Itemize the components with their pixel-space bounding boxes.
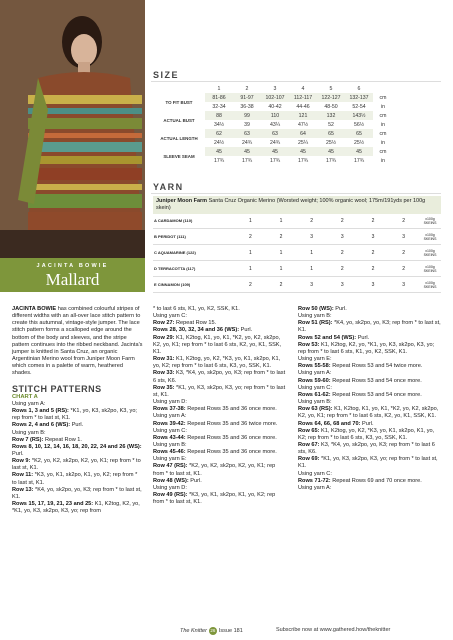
size-table — [153, 84, 393, 165]
instruction-line — [153, 370, 286, 384]
row-text: Purl. — [357, 334, 370, 341]
instruction-line — [298, 442, 441, 456]
size-divider — [151, 81, 441, 82]
size-cell: 45 — [317, 147, 345, 156]
yarn-table — [153, 213, 441, 293]
yarn-heading: YARN — [153, 182, 184, 192]
size-cell: 121 — [289, 111, 317, 120]
row-label: Row 50 (WS): — [298, 306, 336, 312]
size-cell: 17¾ — [317, 156, 345, 165]
size-cell: 25½ — [317, 138, 345, 147]
row-label: Rows 52 and 54 (WS): — [298, 334, 358, 341]
instruction-line — [298, 378, 441, 385]
yarn-cell: 2 — [358, 245, 389, 261]
size-cell: 65 — [345, 129, 373, 138]
size-cell: 122-127 — [317, 93, 345, 102]
size-row — [153, 93, 393, 102]
yarn-cell: 3 — [388, 277, 419, 293]
instruction-line — [298, 456, 441, 470]
size-cell: 24½ — [205, 138, 233, 147]
yarn-cell: 3 — [296, 277, 327, 293]
instruction-line — [153, 385, 286, 399]
row-text: Repeat Row 1. — [44, 436, 82, 443]
stitch-patterns-heading: STITCH PATTERNS — [12, 383, 102, 394]
yarn-colour-label: C AQUAMARINE (122) — [153, 245, 235, 261]
instruction-line — [153, 306, 286, 313]
size-cell: 17¾ — [205, 156, 233, 165]
row-text: Repeat Row 15. — [176, 320, 217, 327]
yarn-cell: 2 — [358, 261, 389, 277]
yarn-cell: 2 — [235, 277, 266, 293]
instruction-line — [298, 313, 441, 320]
row-text: K1, K2tog, yo, K2, *K3, yo, K1, sk2po, K1, yo, K2; rep from * to last 6 sts, K3, yo, SSK, K1. — [153, 356, 281, 370]
size-unit: in — [380, 103, 386, 110]
row-label: Rows 37-38: — [153, 406, 188, 413]
size-cell: 45 — [345, 147, 373, 156]
yarn-row — [153, 213, 441, 229]
instructions-col-2 — [153, 306, 286, 506]
instruction-line — [12, 487, 143, 501]
row-text: K1, K2tog, K1, yo, K1, *K2, yo, K2, sk2po, K2, yo, K1; rep from * to last 6 sts, K2, yo, K1, SSK, K1. — [298, 406, 439, 420]
size-unit: in — [380, 157, 386, 164]
row-text: Using yarn B: — [298, 313, 332, 320]
size-unit: cm — [379, 130, 387, 137]
row-label: Rows 45-46: — [153, 449, 188, 456]
size-cell: 17¾ — [233, 156, 261, 165]
row-text: Repeat Rows 53 and 54 once more. — [332, 391, 422, 398]
instruction-line — [298, 320, 441, 334]
instruction-line — [298, 485, 441, 492]
size-cell: 24¾ — [233, 138, 261, 147]
issue-number: Issue 181 — [218, 628, 243, 634]
row-label: Row 33: — [153, 370, 177, 377]
instruction-line — [12, 408, 143, 422]
yarn-cell: 2 — [266, 229, 297, 245]
designer-name: JACINTA BOWIE — [36, 263, 109, 269]
yarn-cell: 2 — [296, 213, 327, 229]
size-cell: 65 — [317, 129, 345, 138]
yarn-cell: 2 — [388, 245, 419, 261]
size-cell: 45 — [261, 147, 289, 156]
row-label: Rows 43-44: — [153, 434, 188, 441]
size-row-label: ACTUAL BUST — [163, 117, 195, 123]
row-label: Row 47 (RS): — [153, 463, 190, 470]
yarn-colour-label: D TERRACOTTA (117) — [153, 261, 235, 277]
row-text: Using yarn C: — [153, 427, 187, 434]
instruction-line — [153, 413, 286, 420]
row-text: *K4, yo, sk2po, yo, K3; rep from * to last st, K1. — [12, 486, 142, 500]
row-label: Row 63 (RS): — [298, 406, 335, 413]
size-cell: 52 — [317, 120, 345, 129]
row-label: Row 35: — [153, 384, 177, 391]
intro-paragraph — [12, 306, 143, 378]
yarn-cell: 3 — [327, 277, 358, 293]
row-label: Row 65: — [298, 427, 322, 434]
subscribe-link[interactable]: Subscribe now at www.gathered.how/theknitter — [276, 627, 391, 633]
instructions-col-1 — [12, 401, 143, 516]
yarn-cell: 2 — [388, 213, 419, 229]
row-label: Row 31: — [153, 356, 177, 363]
sweater-photo — [0, 0, 145, 258]
row-text: Using yarn D: — [153, 484, 187, 491]
size-cell: 25¼ — [289, 138, 317, 147]
size-cell: 81-86 — [205, 93, 233, 102]
instruction-line — [153, 327, 286, 334]
row-label: Rows 2, 4 and 6 (WS): — [12, 422, 72, 429]
instruction-line — [298, 471, 441, 478]
row-text: Purl. — [335, 306, 347, 312]
row-text: *K3, yo, K1, sk2po, K1, yo, K2; rep from * to last st, K1. — [12, 472, 138, 486]
chart-a-heading: CHART A — [12, 393, 38, 400]
size-cell: 64 — [289, 129, 317, 138]
yarn-cell: 1 — [266, 245, 297, 261]
size-cell: 102-107 — [261, 93, 289, 102]
yarn-desc-text: Santa Cruz Organic Merino (Worsted weight; 100% organic wool; 175m/191yds per 100g skein) — [156, 198, 426, 211]
instruction-line — [153, 485, 286, 492]
row-text: *K1, yo, K3, sk2po, K3, yo; rep from * to last st, K1. — [298, 456, 438, 470]
instruction-line — [298, 306, 441, 313]
instruction-line — [298, 421, 441, 428]
row-text: Using yarn B: — [153, 441, 187, 448]
text-column-3 — [298, 306, 441, 492]
yarn-divider — [151, 193, 441, 194]
yarn-row — [153, 245, 441, 261]
yarn-unit: x100g SKEINS — [419, 213, 441, 229]
instruction-line — [12, 501, 143, 515]
yarn-cell: 2 — [388, 261, 419, 277]
row-text: K1, K2tog, K2, yo, *K1, yo, K3, sk2po, K3, yo; rep from * to last 6 sts, K1, yo, K2, SSK, K1. — [298, 341, 435, 355]
row-label: Row 69: — [298, 456, 322, 463]
text-column-2 — [153, 306, 286, 506]
row-text: Repeat Rows 53 and 54 twice more. — [332, 363, 423, 370]
row-label: Rows 71-72: — [298, 477, 333, 484]
yarn-unit: x100g SKEINS — [419, 261, 441, 277]
yarn-unit: x100g SKEINS — [419, 245, 441, 261]
row-text: Using yarn B: — [12, 429, 46, 436]
size-unit: in — [380, 139, 386, 146]
instruction-line — [153, 406, 286, 413]
yarn-cell: 2 — [235, 229, 266, 245]
size-cell: 39 — [233, 120, 261, 129]
size-cell: 110 — [261, 111, 289, 120]
yarn-cell: 1 — [296, 245, 327, 261]
size-cell: 91-97 — [233, 93, 261, 102]
row-text: *K2, yo, K2, sk2po, K2, yo, K1; rep from * to last st, K1. — [153, 463, 276, 477]
row-label: Row 48 (WS): — [153, 477, 191, 484]
row-label: Row 13: — [12, 486, 36, 493]
row-label: Row 27: — [153, 320, 177, 327]
size-heading: SIZE — [153, 70, 180, 80]
row-label: Row 53: — [298, 341, 322, 348]
size-header: 6 — [357, 85, 361, 92]
instruction-line — [12, 437, 143, 444]
row-text: K1, K2tog, K1, yo, K1, *K2, yo, K2, sk2po, K2, yo, K1; rep from * to last 6 sts, K2, yo, K1, SSK, K1. — [153, 334, 282, 355]
row-label: Row 67: — [298, 441, 322, 448]
instruction-line — [12, 430, 143, 437]
yarn-cell: 2 — [327, 213, 358, 229]
row-text: *K1, yo, K3, sk2po, K3, yo; rep from * to last st, K1. — [153, 384, 286, 398]
size-cell: 40-42 — [261, 102, 289, 111]
size-row-label: TO FIT BUST — [165, 99, 193, 105]
instruction-line — [153, 399, 286, 406]
row-text: Using yarn C: — [298, 470, 332, 477]
row-text: Repeat Rows 35 and 36 once more. — [187, 406, 277, 413]
size-header: 3 — [273, 85, 277, 92]
row-text: Purl. — [71, 422, 84, 429]
instruction-line — [153, 492, 286, 506]
yarn-cell: 3 — [358, 277, 389, 293]
row-label: Rows 28, 30, 32, 34 and 36 (WS): — [153, 327, 241, 334]
row-text: Repeat Rows 69 and 70 once more. — [332, 477, 422, 484]
size-cell: 17¾ — [345, 156, 373, 165]
yarn-cell: 2 — [266, 277, 297, 293]
yarn-row — [153, 261, 441, 277]
row-label: Rows 15, 17, 19, 21, 23 and 25: — [12, 501, 95, 508]
instruction-line — [12, 472, 143, 486]
instruction-line — [153, 313, 286, 320]
size-cell: 25½ — [345, 138, 373, 147]
row-text: K1, K2tog, K2, yo, *K1, yo, K3, sk2po, K3, yo; rep from — [12, 501, 140, 515]
row-label: Rows 1, 3 and 5 (RS): — [12, 408, 71, 415]
yarn-colour-label: E CINNAMON (109) — [153, 277, 235, 293]
text-column-1 — [12, 306, 143, 515]
size-cell: 48-50 — [317, 102, 345, 111]
yarn-unit: x100g SKEINS — [419, 229, 441, 245]
size-unit: cm — [379, 94, 387, 101]
row-text: * to last 6 sts, K1, yo, K2, SSK, K1. — [153, 306, 240, 312]
row-label: Row 7 (RS): — [12, 436, 45, 443]
pattern-title: Mallard — [45, 270, 100, 289]
size-header-row — [153, 84, 393, 93]
row-text: K3, *K4, yo, sk2po, yo, K3; rep from * to last 6 sts, K6. — [298, 441, 435, 456]
size-cell: 143½ — [345, 111, 373, 120]
instruction-line — [153, 335, 286, 356]
instruction-line — [12, 401, 143, 408]
size-cell: 62 — [205, 129, 233, 138]
yarn-cell: 1 — [266, 213, 297, 229]
size-cell: 43¼ — [261, 120, 289, 129]
size-header: 5 — [329, 85, 333, 92]
yarn-cell: 2 — [358, 213, 389, 229]
row-text: *K3, yo, K1, sk2po, K1, yo, K2; rep from * to last st, K1. — [153, 492, 276, 506]
instruction-line — [298, 478, 441, 485]
yarn-colour-label: B PERIDOT (111) — [153, 229, 235, 245]
instruction-line — [298, 342, 441, 356]
yarn-description — [153, 196, 441, 214]
row-text: *K2, yo, K2, sk2po, K2, yo, K1; rep from * to last st, K1. — [12, 458, 141, 472]
size-cell: 47½ — [289, 120, 317, 129]
row-text: *K1, yo, K3, sk2po, K3, yo; rep from * to last st, K1. — [12, 408, 137, 422]
row-text: Using yarn A: — [12, 400, 46, 407]
size-header: 4 — [301, 85, 305, 92]
instruction-line — [298, 385, 441, 392]
row-label: Row 11: — [12, 472, 35, 479]
instruction-line — [298, 363, 441, 370]
instruction-line — [298, 370, 441, 377]
instruction-line — [153, 478, 286, 485]
size-cell: 45 — [289, 147, 317, 156]
instruction-line — [298, 428, 441, 442]
row-text: Repeat Rows 35 and 36 twice more. — [187, 420, 278, 427]
size-unit: cm — [379, 112, 387, 119]
row-text: Purl. — [12, 450, 24, 457]
instruction-line — [298, 392, 441, 399]
size-cell: 36-38 — [233, 102, 261, 111]
size-cell: 56½ — [345, 120, 373, 129]
instruction-line — [153, 428, 286, 435]
yarn-brand: Juniper Moon Farm — [156, 198, 208, 204]
size-cell: 17¾ — [261, 156, 289, 165]
yarn-row — [153, 277, 441, 293]
row-label: Row 9: — [12, 458, 32, 465]
row-text: Repeat Rows 35 and 36 once more. — [187, 449, 277, 456]
size-unit: cm — [379, 148, 387, 155]
row-text: K1, K2tog, yo, K2, *K3, yo, K1, sk2po, K1, yo, K2; rep from * to last 6 sts, K3, yo, SSK, K1. — [298, 427, 435, 441]
size-cell: 52-54 — [345, 102, 373, 111]
instruction-line — [153, 421, 286, 428]
row-text: Purl. — [190, 477, 202, 484]
row-text: Using yarn E: — [153, 456, 187, 463]
row-text: Using yarn A: — [298, 484, 332, 491]
instruction-line — [153, 435, 286, 442]
size-cell: 45 — [205, 147, 233, 156]
size-cell: 63 — [261, 129, 289, 138]
size-header: 1 — [217, 85, 221, 92]
size-cell: 99 — [233, 111, 261, 120]
row-label: Row 49 (RS): — [153, 492, 190, 499]
row-label: Rows 55-58: — [298, 363, 333, 370]
instructions-col-3 — [298, 306, 441, 492]
row-label: Rows 59-60: — [298, 377, 333, 384]
row-label: Row 29: — [153, 334, 177, 341]
instruction-line — [153, 356, 286, 370]
size-header: 2 — [245, 85, 249, 92]
instruction-line — [298, 335, 441, 342]
yarn-cell: 3 — [388, 229, 419, 245]
size-cell: 63 — [233, 129, 261, 138]
size-cell: 45 — [233, 147, 261, 156]
instruction-line — [298, 406, 441, 420]
size-cell: 24¾ — [261, 138, 289, 147]
size-row — [153, 147, 393, 156]
size-cell: 34½ — [205, 120, 233, 129]
row-text: Using yarn C: — [153, 313, 187, 320]
row-text: Using yarn E: — [298, 356, 332, 363]
instruction-line — [12, 444, 143, 458]
size-cell: 132-137 — [345, 93, 373, 102]
row-text: Using yarn C: — [298, 384, 332, 391]
intro-designer: JACINTA BOWIE — [12, 306, 57, 312]
footer-left — [180, 627, 243, 635]
yarn-cell: 1 — [235, 261, 266, 277]
row-text: *K4, yo, sk2po, yo, K3; rep from * to last st, K1. — [298, 320, 441, 334]
yarn-cell: 2 — [327, 261, 358, 277]
row-text: Purl. — [240, 327, 253, 334]
size-cell: 112-117 — [289, 93, 317, 102]
row-label: Rows 39-42: — [153, 420, 188, 427]
size-unit: in — [380, 121, 386, 128]
size-row — [153, 111, 393, 120]
row-label: Rows 8, 10, 12, 14, 16, 18, 20, 22, 24 and 26 (WS): — [12, 443, 142, 450]
size-cell: 17¾ — [289, 156, 317, 165]
yarn-cell: 1 — [266, 261, 297, 277]
yarn-cell: 1 — [296, 261, 327, 277]
yarn-cell: 3 — [327, 229, 358, 245]
row-text: Using yarn A: — [153, 413, 187, 420]
instruction-line — [153, 320, 286, 327]
instruction-line — [153, 442, 286, 449]
yarn-cell: 3 — [296, 229, 327, 245]
size-cell: 132 — [317, 111, 345, 120]
size-row-label: ACTUAL LENGTH — [160, 135, 198, 141]
instruction-line — [12, 422, 143, 429]
magazine-name: The Knitter — [180, 628, 207, 634]
row-label: Rows 64, 66, 68 and 70: — [298, 420, 363, 427]
size-cell: 44-46 — [289, 102, 317, 111]
size-row — [153, 129, 393, 138]
yarn-cell: 1 — [235, 245, 266, 261]
yarn-unit: x100g SKEINS — [419, 277, 441, 293]
row-text: K3, *K4, yo, sk2po, yo, K3; rep from * to last 6 sts, K6. — [153, 370, 286, 384]
instruction-line — [12, 458, 143, 472]
row-text: Using yarn A: — [298, 370, 332, 377]
row-text: Purl. — [362, 420, 374, 427]
size-cell: 32-34 — [205, 102, 233, 111]
yarn-cell: 2 — [327, 245, 358, 261]
size-cell: 88 — [205, 111, 233, 120]
page-number: 26 — [210, 628, 216, 633]
row-text: Repeat Rows 35 and 36 once more. — [187, 434, 277, 441]
instruction-line — [153, 463, 286, 477]
instruction-line — [298, 399, 441, 406]
yarn-colour-label: A CARDAMOM (110) — [153, 213, 235, 229]
intro-text: has combined colourful stripes of different widths with an all-over lace stitch pattern to create this autumnal, vintage-style jumper. The lace stitch pattern forms a scalloped edge around the bottom of the body and sleeves, and the stripe pattern continues into the ribbed neckband. Jacinta's jumper is knitted in Santa Cruz, an organic Argentinian Merino wool from Juniper Moon Farm which comes in a palette of warm, heathered shades. — [12, 306, 143, 377]
yarn-cell: 1 — [235, 213, 266, 229]
row-text: Using yarn D: — [153, 399, 187, 406]
instruction-line — [298, 356, 441, 363]
instruction-line — [153, 456, 286, 463]
size-row-label: SLEEVE SEAM — [163, 153, 195, 159]
instruction-line — [153, 449, 286, 456]
row-text: Repeat Rows 53 and 54 once more. — [332, 377, 422, 384]
yarn-cell: 3 — [358, 229, 389, 245]
row-label: Row 51 (RS): — [298, 320, 335, 327]
row-label: Rows 61-62: — [298, 391, 333, 398]
row-text: Using yarn B: — [298, 399, 332, 406]
yarn-row — [153, 229, 441, 245]
